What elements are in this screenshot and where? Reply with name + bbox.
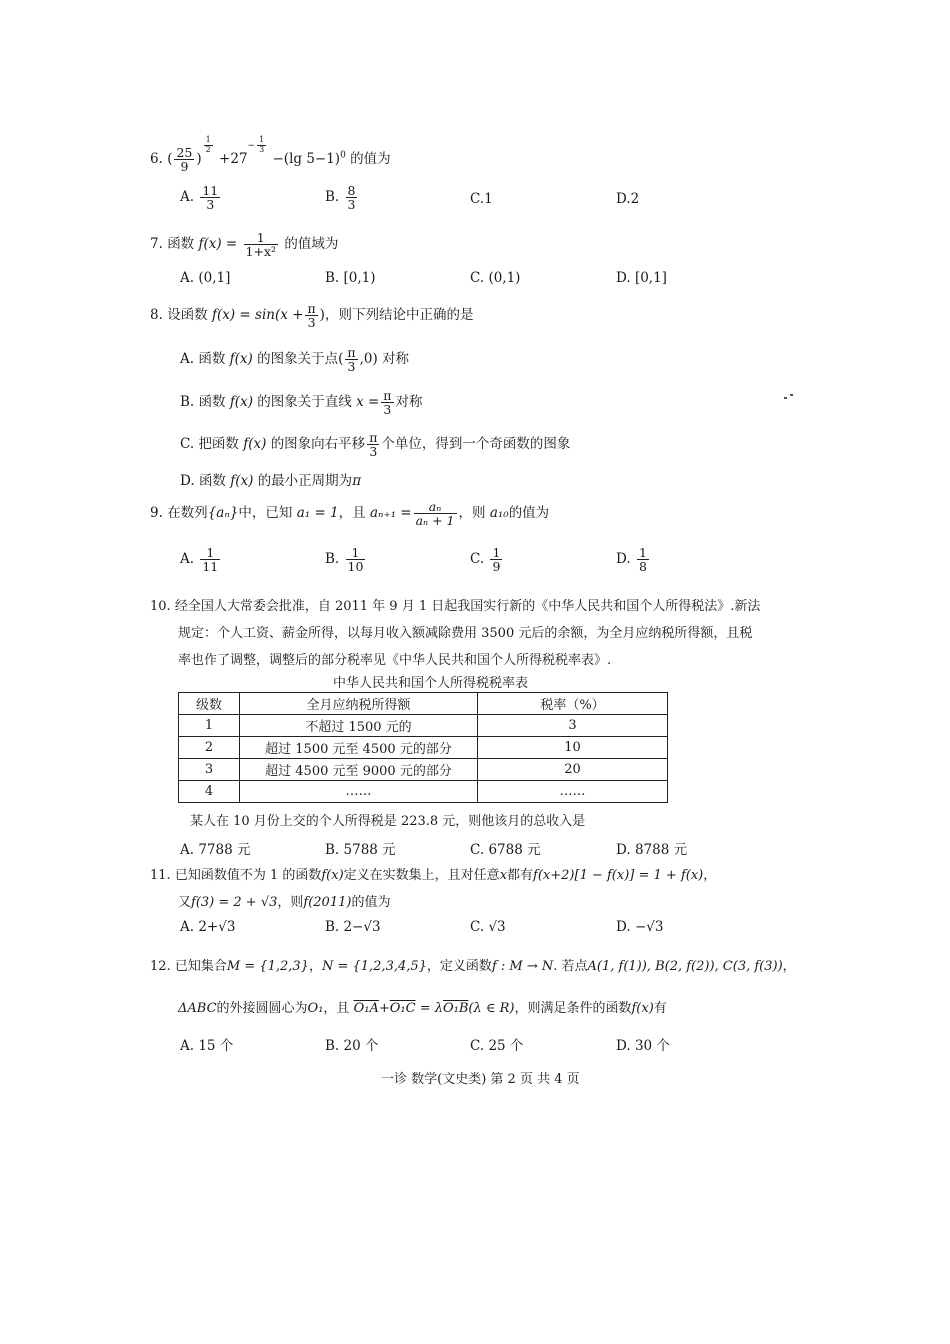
option-label: C. (180, 436, 195, 453)
circumcenter-expr: O₁ (307, 1001, 324, 1016)
fraction (346, 184, 358, 211)
option-label: D. (180, 473, 195, 489)
option-text: (0,1] (198, 270, 231, 286)
option-text: 函数 (198, 473, 226, 489)
option-text: (0,1) (488, 270, 521, 286)
table-cell: 1 (179, 715, 240, 737)
option-label: A. (180, 189, 195, 206)
question-9-stem (150, 500, 549, 527)
option-text: 20 个 (343, 1038, 379, 1054)
option-d (616, 270, 667, 286)
option-label: B. (325, 189, 340, 206)
denominator: 10 (347, 559, 364, 575)
option-a (180, 184, 222, 211)
denominator: 3 (206, 197, 215, 213)
question-text: 经全国人大常委会批准，自 2011 年 9 月 1 日起我国实行新的《中华人民共和国个人所得税法》.新法 (174, 599, 761, 614)
option-c (470, 1034, 523, 1054)
question-text: )，则下列结论中正确的是 (319, 307, 474, 324)
option-text: 函数 (198, 394, 226, 411)
table-cell: 4 (179, 781, 240, 803)
option-text: 25 个 (488, 1038, 524, 1054)
denominator: 3 (307, 315, 316, 331)
option-text: 5788 元 (343, 842, 396, 858)
fraction (346, 546, 366, 573)
denominator: 2 (205, 144, 211, 154)
table-cell: 10 (478, 737, 668, 759)
tax-rate-table (178, 692, 668, 803)
numerator: 1 (638, 545, 647, 560)
denominator: 9 (180, 159, 189, 175)
option-label: B. (325, 551, 340, 568)
option-text: 30 个 (634, 1038, 670, 1054)
header-cell: 级数 (179, 693, 240, 715)
option-text: ,0) 对称 (359, 351, 410, 368)
numerator: 1 (259, 135, 265, 145)
option-text: 对称 (395, 394, 423, 411)
term-27: +27 (219, 151, 248, 168)
option-label: D. (616, 842, 631, 858)
question-10-line-3: 率也作了调整，调整后的部分税率见《中华人民共和国个人所得税税率表》. (178, 653, 612, 668)
table-cell: …… (478, 781, 668, 803)
option-text: 8788 元 (634, 842, 688, 858)
option-label: A. (180, 270, 195, 286)
function-expr: f(x) (321, 868, 344, 883)
fraction (244, 231, 279, 258)
table-cell: 20 (478, 759, 668, 781)
option-text: [0,1) (343, 270, 376, 286)
question-11-line-1 (150, 864, 716, 883)
option-label: C. (470, 551, 485, 568)
fraction (174, 146, 194, 173)
table-header-row (179, 693, 668, 715)
option-d (616, 919, 663, 935)
fraction (414, 500, 457, 527)
denominator: 1+x² (245, 244, 277, 260)
table-row (179, 759, 668, 781)
question-10-ask: 某人在 10 月份上交的个人所得税是 223.8 元，则他该月的总收入是 (190, 814, 586, 829)
option-text: 2−√3 (343, 919, 381, 935)
question-text: 已知集合 (174, 959, 227, 974)
option-a (180, 838, 251, 858)
fraction (381, 389, 393, 416)
question-number: 12. (150, 959, 171, 974)
table-cell: 不超过 1500 元的 (240, 715, 478, 737)
option-label: D. (616, 919, 631, 935)
mapping-expr: f : M → N (491, 959, 554, 974)
question-7-stem (150, 231, 338, 258)
question-10-line-2: 规定：个人工资、薪金所得，以每月收入额减除费用 3500 元后的余额，为全月应纳税所得额，且税 (178, 626, 753, 641)
question-text: 已知函数值不为 1 的函数 (174, 868, 322, 883)
option-d (616, 838, 687, 858)
fraction (204, 136, 213, 154)
equals-lambda: = λ (419, 1001, 443, 1016)
denominator: 3 (369, 444, 378, 460)
option-a (180, 270, 230, 286)
question-text: 定义在实数集上，且对任意 (343, 868, 500, 883)
target-expr: f(2011) (303, 895, 352, 910)
option-text: 函数 (198, 351, 226, 368)
variable-expr: x = (356, 394, 380, 411)
numerator: 8 (347, 183, 356, 198)
paren-open: ( (338, 351, 344, 368)
fraction (305, 302, 317, 329)
function-expr: f(x) (229, 351, 253, 368)
scan-speck (790, 394, 793, 396)
option-label: D. (616, 1038, 631, 1054)
numerator: π (307, 301, 316, 316)
function-expr: f(x) (243, 436, 267, 453)
option-label: B. (325, 270, 340, 286)
denominator: aₙ + 1 (415, 513, 455, 529)
vector-o1a: O₁A (353, 1001, 379, 1016)
option-label: B. (325, 1038, 340, 1054)
question-number: 8. (150, 307, 163, 324)
numerator: aₙ (414, 500, 457, 514)
question-text: ， (703, 868, 717, 883)
option-label: A. (180, 351, 195, 368)
question-suffix: 的值为 (351, 895, 391, 910)
points-expr: A(1, f(1)), B(2, f(2)), C(3, f(3)) (587, 959, 783, 974)
table-cell: 2 (179, 737, 240, 759)
option-b (325, 546, 367, 573)
question-text: ，且 (338, 505, 366, 522)
numerator: π (369, 430, 378, 445)
vector-o1b: O₁B (442, 1001, 469, 1016)
option-text: 的图象向右平移 (270, 436, 366, 453)
question-text: ，则 (458, 505, 486, 522)
function-expr: f(x) = (198, 236, 238, 253)
question-suffix: 有 (653, 1001, 667, 1016)
option-label: B. (325, 842, 340, 858)
option-d (616, 546, 651, 573)
question-text: ，则满足条件的函数 (514, 1001, 632, 1016)
lambda-condition: (λ ∈ R) (468, 1001, 515, 1016)
fraction (200, 184, 220, 211)
option-label: B. (180, 394, 195, 411)
set-m: M = {1,2,3} (226, 959, 309, 974)
option-c (470, 838, 541, 858)
function-expr: f(x) (631, 1001, 654, 1016)
question-suffix: 的值为 (350, 151, 391, 168)
table-title: 中华人民共和国个人所得税税率表 (333, 676, 529, 691)
option-label: C. (470, 191, 485, 207)
option-text: −√3 (634, 919, 664, 935)
question-text: 在数列 (167, 505, 208, 522)
given-value: f(3) = 2 + √3 (191, 895, 278, 910)
fraction (490, 546, 502, 573)
question-text: 中，已知 (238, 505, 293, 522)
option-text: 把函数 (198, 436, 239, 453)
recurrence-expr: aₙ₊₁ = (369, 505, 412, 522)
question-suffix: 的值域为 (284, 236, 339, 253)
question-text: 设函数 (167, 307, 208, 324)
plus-sign: + (378, 1001, 390, 1016)
option-label: A. (180, 1038, 195, 1054)
option-c (470, 546, 504, 573)
table-row (179, 737, 668, 759)
exponent (247, 135, 269, 154)
triangle-expr: ΔABC (178, 1001, 217, 1016)
option-text: 的图象关于直线 (257, 394, 352, 411)
option-c (180, 431, 570, 458)
paren-open: ( (167, 151, 173, 168)
vector-o1c: O₁C (389, 1001, 416, 1016)
question-8-stem (150, 302, 473, 329)
fraction (200, 546, 220, 573)
header-cell: 税率（%） (478, 693, 668, 715)
option-label: D. (616, 551, 631, 568)
denominator: 3 (347, 359, 356, 375)
question-text: . 若点 (553, 959, 588, 974)
term-lg: −(lg 5−1) (272, 151, 341, 168)
numerator: 1 (244, 231, 279, 245)
option-text: 2 (630, 191, 640, 207)
denominator: 9 (492, 559, 501, 575)
option-b (325, 919, 381, 935)
option-d (616, 1034, 670, 1054)
denominator: 8 (638, 559, 647, 575)
option-label: D. (616, 270, 631, 286)
option-text: 15 个 (198, 1038, 234, 1054)
numerator: π (383, 388, 392, 403)
numerator: 11 (202, 183, 219, 198)
variable-expr: x (499, 868, 508, 883)
initial-term: a₁ = 1 (296, 505, 339, 522)
option-label: A. (180, 919, 195, 935)
numerator: π (347, 345, 356, 360)
set-n: N = {1,2,3,4,5} (321, 959, 427, 974)
question-text: 的外接圆圆心为 (216, 1001, 308, 1016)
question-11-line-2 (178, 891, 390, 910)
option-text: 6788 元 (488, 842, 541, 858)
table-cell: 超过 1500 元至 4500 元的部分 (240, 737, 478, 759)
option-d (616, 191, 639, 207)
functional-equation: f(x+2)[1 − f(x)] = 1 + f(x) (533, 868, 704, 883)
option-c (470, 270, 520, 286)
question-text: 又 (178, 895, 192, 910)
sequence-expr: {aₙ} (207, 505, 239, 522)
pi-symbol: π (352, 473, 362, 489)
numerator: 1 (200, 546, 220, 560)
table-row (179, 715, 668, 737)
option-text: 7788 元 (198, 842, 251, 858)
question-12-line-2 (178, 997, 667, 1016)
function-expr: f(x) (230, 473, 254, 489)
numerator: 1 (346, 546, 366, 560)
page-footer: 一诊 数学(文史类) 第 2 页 共 4 页 (381, 1072, 580, 1087)
exponent: 0 (340, 150, 346, 161)
option-b (180, 389, 423, 416)
option-b (325, 270, 376, 286)
question-text: ，则 (277, 895, 304, 910)
option-c (470, 191, 493, 207)
option-text: 的图象关于点 (257, 351, 339, 368)
option-label: D. (616, 191, 631, 207)
question-number: 11. (150, 868, 171, 883)
paren-close: ) (196, 151, 202, 168)
question-text: ，定义函数 (426, 959, 492, 974)
question-10-line-1 (150, 595, 760, 614)
table-cell: 3 (179, 759, 240, 781)
table-cell: 超过 4500 元至 9000 元的部分 (240, 759, 478, 781)
question-number: 6. (150, 151, 163, 168)
question-number: 9. (150, 505, 163, 522)
option-c (470, 919, 506, 935)
option-text: 个单位，得到一个奇函数的图象 (381, 436, 571, 453)
option-a (180, 1034, 233, 1054)
option-text: 1 (484, 191, 493, 207)
question-number: 10. (150, 599, 171, 614)
fraction (637, 546, 649, 573)
option-label: B. (325, 919, 340, 935)
target-term: a₁₀ (489, 505, 509, 522)
option-a (180, 919, 235, 935)
table-row (179, 781, 668, 803)
numerator: 25 (176, 145, 193, 160)
question-text: ， (782, 959, 796, 974)
function-expr: f(x) (229, 394, 253, 411)
option-label: A. (180, 551, 195, 568)
question-text: ，且 (323, 1001, 350, 1016)
denominator: 3 (383, 402, 392, 418)
header-cell: 全月应纳税所得额 (240, 693, 478, 715)
option-text: √3 (488, 919, 506, 935)
function-expr: f(x) = sin(x + (211, 307, 304, 324)
option-a (180, 546, 222, 573)
fraction (367, 431, 379, 458)
question-12-line-1 (150, 955, 796, 974)
question-number: 7. (150, 236, 163, 253)
table-cell: …… (240, 781, 478, 803)
option-text: 2+√3 (198, 919, 236, 935)
exponent (202, 135, 215, 154)
minus-sign: − (247, 140, 256, 151)
table-cell: 3 (478, 715, 668, 737)
question-6-stem (150, 135, 391, 175)
question-text: ， (308, 959, 322, 974)
denominator: 11 (202, 559, 219, 575)
fraction (345, 346, 357, 373)
option-text: 的最小正周期为 (257, 473, 353, 489)
option-b (325, 838, 396, 858)
question-text: 函数 (167, 236, 195, 253)
fraction (257, 136, 266, 154)
option-label: C. (470, 270, 485, 286)
option-b (325, 184, 359, 211)
denominator: 3 (347, 197, 356, 213)
denominator: 3 (259, 144, 265, 154)
option-label: C. (470, 842, 485, 858)
option-label: C. (470, 1038, 485, 1054)
option-label: A. (180, 842, 195, 858)
numerator: 1 (205, 135, 211, 145)
option-d (180, 469, 361, 489)
scan-speck (784, 397, 787, 399)
option-b (325, 1034, 379, 1054)
option-a (180, 346, 409, 373)
question-text: 都有 (507, 868, 534, 883)
numerator: 1 (492, 545, 501, 560)
option-label: C. (470, 919, 485, 935)
option-text: [0,1] (634, 270, 667, 286)
question-suffix: 的值为 (508, 505, 550, 522)
